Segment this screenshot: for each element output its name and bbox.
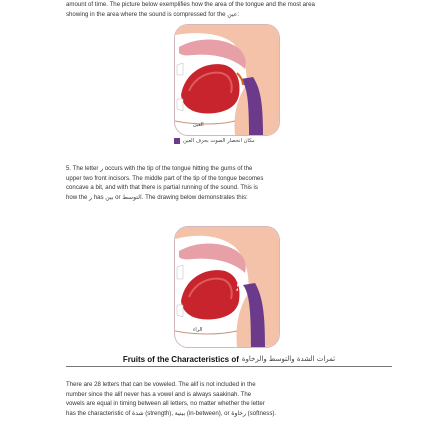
figure1-caption — [174, 138, 278, 144]
point5-line-4 — [66, 193, 392, 203]
mouth-diagram-ain — [174, 24, 280, 136]
figure1-label: العين — [193, 122, 204, 128]
mouth-illustration-ra — [175, 227, 279, 347]
point5-line-4-prefix: how the ر has — [66, 193, 104, 201]
bottom-line-2: number since the alif never has a vowel and is always saakinah. The — [66, 390, 252, 398]
point5-line-3: concave a bit, and with that there is partial running of the sound. This is — [66, 184, 258, 192]
point5-line-1: 5. The letter ر occurs with the tip of the tongue hitting the gums of the — [66, 165, 253, 172]
section-heading — [66, 355, 392, 367]
intro-paragraph — [66, 0, 392, 19]
point5-or: or — [115, 193, 121, 201]
bottom-line-3: vowels are equal in timing between all letters, no matter whether the letter — [66, 400, 265, 408]
heading-arabic: ثمرات الشدة والتوسط والرخاوة — [241, 355, 336, 363]
figure1-caption-text: مكان انحصار الصوت بحرف العين — [183, 138, 255, 144]
point5-line-4-suffix: . The drawing below demonstrates this: — [141, 193, 248, 201]
bottom-line-4: has the characteristic of شدة (strength), بينية (in-between), or رخاوة (softness). — [66, 409, 277, 417]
figure2-label: الراء — [193, 327, 203, 333]
point5-line-2: upper two front incisors. The middle part of the tip of the tongue becomes — [66, 174, 264, 182]
bottom-paragraph — [66, 380, 392, 418]
intro-arabic-ain: عين — [227, 10, 238, 18]
caption-swatch — [174, 138, 180, 144]
intro-line-2: showing in the area where the sound is compressed for the عين: — [66, 10, 240, 18]
bottom-line-1: There are 28 letters that can be voweled. The alif is not included in the — [66, 381, 256, 388]
point-5-paragraph — [66, 164, 392, 202]
point5-arabic-2: التوسط — [122, 193, 142, 201]
mouth-illustration-ain — [175, 25, 279, 135]
mouth-diagram-ra — [174, 226, 280, 348]
point5-arabic-1: بين — [105, 193, 114, 201]
heading-text: Fruits of the Characteristics of — [122, 355, 239, 364]
intro-line-1: amount of time. The picture below exemplifies how the area of the tongue and the most area — [66, 1, 315, 8]
intro-line-2-text: showing in the area where the sound is compressed for the — [66, 10, 226, 18]
